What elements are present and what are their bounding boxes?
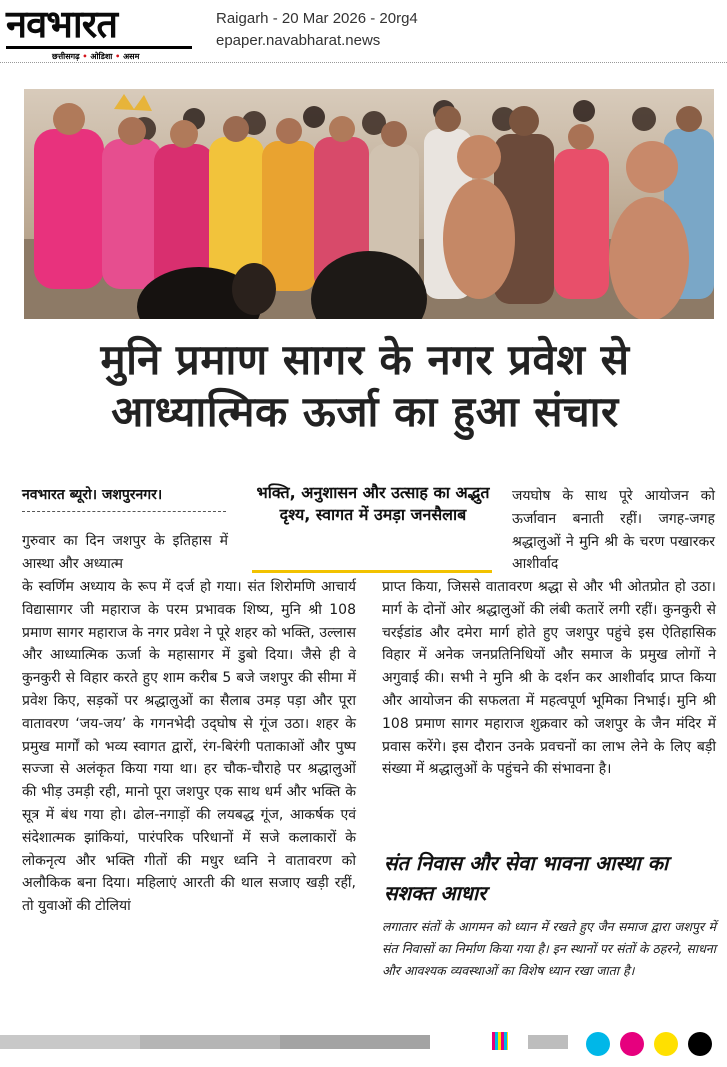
color-pattern-swatch <box>492 1032 508 1050</box>
logo-region-2: ओडिशा <box>90 52 113 61</box>
logo-regions <box>52 51 139 62</box>
logo-region-3: असम <box>123 52 140 61</box>
logo-dot-icon: • <box>112 52 124 61</box>
tone-bar <box>140 1035 280 1049</box>
yellow-registration-mark <box>654 1032 678 1056</box>
masthead-divider <box>0 62 727 64</box>
logo-region-1: छत्तीसगढ़ <box>52 52 80 61</box>
tone-bar <box>280 1035 430 1049</box>
site-url-link[interactable]: epaper.navabharat.news <box>216 32 381 49</box>
logo-wordmark: नवभारत <box>6 1 117 46</box>
article-column-1-text: के स्वर्णिम अध्याय के रूप में दर्ज हो गया। संत शिरोमणि आचार्य विद्यासागर जी महाराज के परम प्रभावक शिष्य, मुनि श्री 108 प्रमाण सागर महाराज के नगर प्रवेश ने पूरे शहर को भक्ति, उल्लास और आध्यात्मिक ऊर्जा के महासागर में डुबो दिया। जैसे ही वे कुनकुरी से विहार करते हुए शाम करीब 5 बजे जशपुर की सीमा में प्रवेश किए, सड़कों पर श्रद्धालुओं का सैलाब उमड़ पड़ा और पूरा वातावरण ‘जय-जय’ के गगनभेदी उद्‌घोष से गूंज उठा। शहर के प्रमुख मार्गों को भव्य स्वागत द्वारों, रंग-बिरंगी पताकाओं और पुष्प सज्जा से अलंकृत किया गया था। हर चौक-चौराहे पर श्रद्धालुओं की भीड़ उमड़ी रही, मानो पूरा जशपुर एक साथ धर्म और भक्ति के सूत्र में बंध गया हो। ढोल-नगाड़ों की लयबद्ध गूंज, आकर्षक एवं संदेशात्मक झांकियां, पारंपरिक परिधानों में सजे कलाकारों के लोकनृत्य और भक्ति गीतों की मधुर ध्वनि ने वातावरण को अलौकिक बना दिया। महिलाएं आरती की थाल सजाए खड़ी रहीं, तो युवाओं की टोलियां <box>22 579 356 915</box>
logo-dot-icon: • <box>79 52 91 61</box>
newspaper-logo[interactable] <box>6 1 196 61</box>
tone-bar <box>0 1035 140 1049</box>
lead-photo <box>24 89 714 319</box>
magenta-registration-mark <box>620 1032 644 1056</box>
article-column-3-top-text: जयघोष के साथ पूरे आयोजन को ऊर्जावान बनाती रहीं। जगह-जगह श्रद्धालुओं ने मुनि श्री के चरण पखारकर आशीर्वाद <box>512 488 715 573</box>
article-intro-text: गुरुवार का दिन जशपुर के इतिहास में आस्था और अध्यात्म <box>22 533 228 572</box>
pull-quote-underline <box>252 570 492 573</box>
print-registration-strip <box>0 1032 727 1052</box>
article-column-2-text: प्राप्त किया, जिससे वातावरण श्रद्धा से और भी ओतप्रोत हो उठा। मार्ग के दोनों ओर श्रद्धालुओं की लंबी कतारें लगी रहीं। कुनकुरी से चरईडांड और दमेरा मार्ग होते हुए जशपुर पहुंचे इस ऐतिहासिक विहार में अनेक जनप्रतिनिधियों और समाज के प्रमुख लोगों ने अगुवाई की। सभी ने मुनि श्री के दर्शन कर आशीर्वाद प्राप्त किया और आयोजन की सफलता में महत्वपूर्ण भूमिका निभाई। मुनि श्री 108 प्रमाण सागर महाराज शुक्रवार को जशपुर के जैन मंदिर में प्रवास करेंगे। इस दौरान उनके प्रवचनों का लाभ लेने के लिए बड़ी संख्या में श्रद्धालुओं के पहुंचने की संभावना है। <box>382 579 716 778</box>
procession-photo-illustration <box>24 89 714 319</box>
black-registration-mark <box>688 1032 712 1056</box>
cyan-registration-mark <box>586 1032 610 1056</box>
edition-info: Raigarh - 20 Mar 2026 - 20rg4 <box>216 10 418 27</box>
tone-bar <box>528 1035 568 1049</box>
pull-quote: भक्ति, अनुशासन और उत्साह का अद्भुत दृश्य, स्वागत में उमड़ा जनसैलाब <box>256 483 490 524</box>
headline <box>20 334 710 438</box>
byline-divider <box>22 511 226 512</box>
masthead <box>0 0 727 62</box>
sub-heading-paragraph: लगातार संतों के आगमन को ध्यान में रखते हुए जैन समाज द्वारा जशपुर में संत निवासों का निर्माण किया गया है। इन स्थानों पर संतों के ठहरने, साधना और आवश्यक व्यवस्थाओं का विशेष ध्यान रखा जाता है। <box>382 919 716 978</box>
headline-line-1: मुनि प्रमाण सागर के नगर प्रवेश से <box>100 335 630 384</box>
logo-underline <box>6 46 192 49</box>
byline: नवभारत ब्यूरो। जशपुरनगर। <box>22 487 163 503</box>
sub-heading: संत निवास और सेवा भावना आस्था का सशक्त आधार <box>384 851 669 905</box>
headline-line-2: आध्यात्मिक ऊर्जा का हुआ संचार <box>111 387 619 436</box>
